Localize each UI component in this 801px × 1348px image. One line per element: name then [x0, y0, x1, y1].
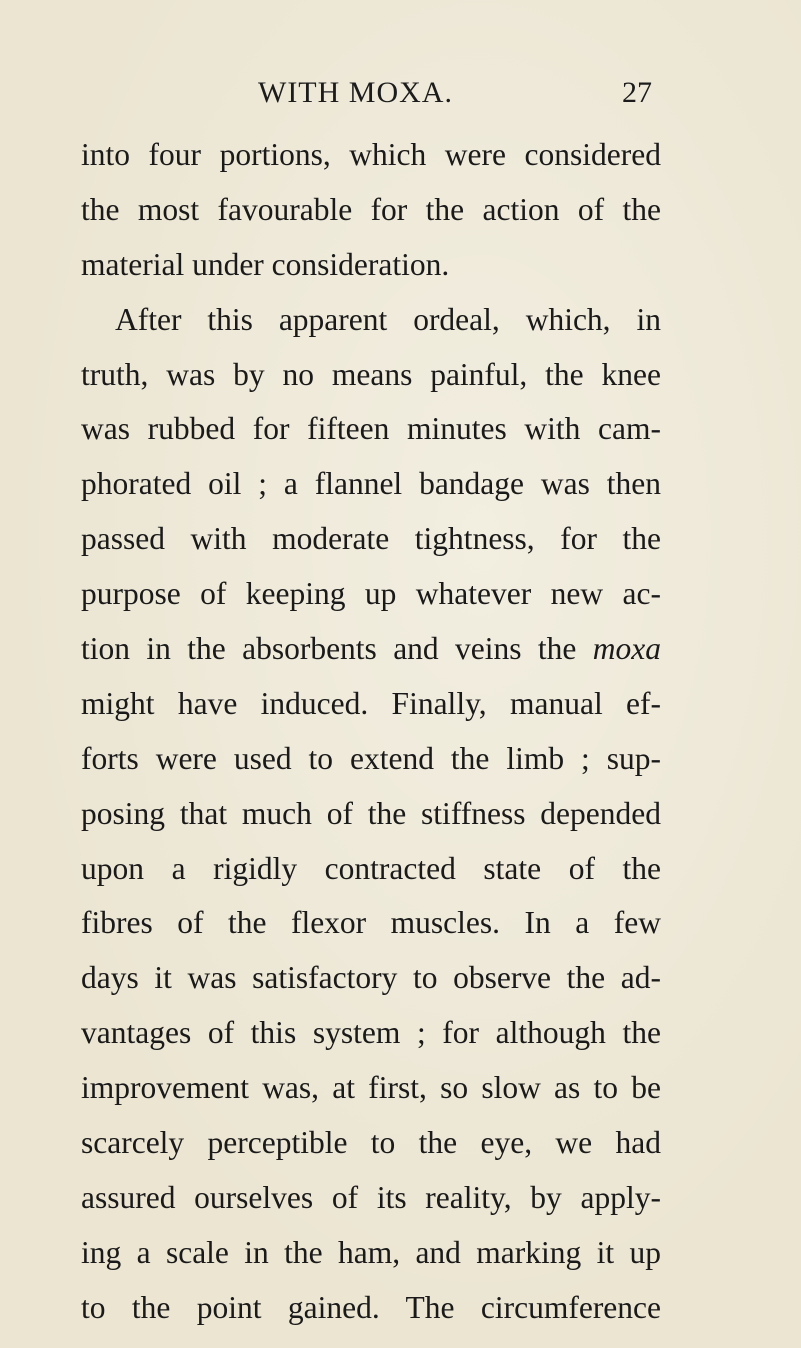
text-line: material under consideration. [81, 246, 450, 282]
text-segment: tion in the absorbents and veins the [81, 631, 593, 667]
page-number: 27 [622, 76, 652, 109]
text-line: upon a rigidly contracted state of the [81, 850, 661, 886]
text-line: forts were used to extend the limb ; sup- [81, 740, 661, 776]
body-text [81, 128, 661, 1336]
text-line: to the point gained. The circumference [81, 1289, 661, 1325]
text-line: phorated oil ; a flannel bandage was then [81, 466, 661, 502]
paragraph-first-line: After this apparent ordeal, which, in [115, 301, 661, 337]
text-line: passed with moderate tightness, for the [81, 521, 661, 557]
text-line: purpose of keeping up whatever new ac- [81, 576, 661, 612]
text-line: days it was satisfactory to observe the ad- [81, 960, 661, 996]
text-line: truth, was by no means painful, the knee [81, 356, 661, 392]
running-head: WITH MOXA. [258, 76, 453, 109]
text-line: posing that much of the stiffness depended [81, 795, 661, 831]
text-line: assured ourselves of its reality, by apply- [81, 1179, 661, 1215]
text-line: the most favourable for the action of the [81, 191, 661, 227]
text-line: vantages of this system ; for although the [81, 1015, 661, 1051]
italic-term-moxa: moxa [592, 631, 661, 667]
text-line: was rubbed for fifteen minutes with cam- [81, 411, 661, 447]
text-line: fibres of the flexor muscles. In a few [81, 905, 661, 941]
text-line: ing a scale in the ham, and marking it up [81, 1234, 661, 1270]
text-line: might have induced. Finally, manual ef- [81, 685, 661, 721]
page-header [0, 76, 801, 116]
text-line: into four portions, which were considered [81, 137, 661, 172]
text-line: scarcely perceptible to the eye, we had [81, 1125, 661, 1161]
text-line-with-italic [81, 622, 661, 677]
text-line: improvement was, at first, so slow as to be [81, 1070, 661, 1106]
